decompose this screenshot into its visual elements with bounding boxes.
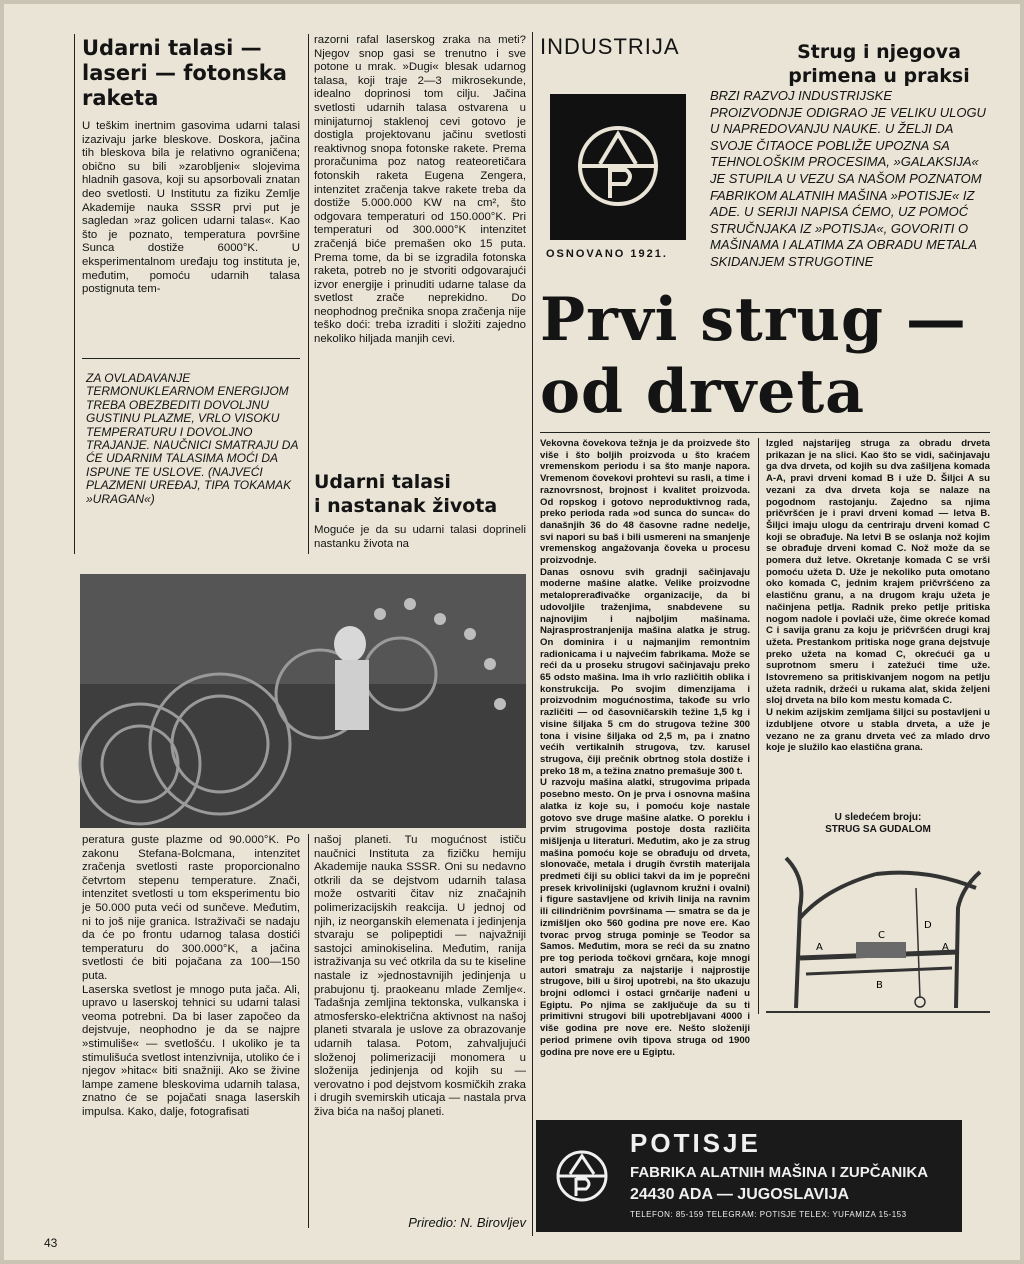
plasma-device-photo — [80, 574, 526, 828]
logo-caption: OSNOVANO 1921. — [546, 248, 668, 260]
next-issue-note: U sledećem broju: STRUG SA GUDALOM — [825, 812, 931, 835]
section-rule — [532, 32, 533, 1236]
right-intro: BRZI RAZVOJ INDUSTRIJSKE PROIZVODNJE ODIGRAO JE VELIKU ULOGU U NAPREDOVANJU NAUKE. U ŽELJI DA SVOJE ČITAOCE POBLIŽE UPOZNA SA TEHNOLOŠKIM PROCESIMA, »GALAKSIJA« JE STUPILA U VEZU SA NAŠOM POZNATOM FABRIKOM ALATNIH MAŠINA »POTISJE« IZ ADE. U SERIJI NAPISA ĆEMO, UZ POMOĆ STRUČNJAKA IZ »POTISJA«, GOVORITI O MAŠINAMA I ALATIMA ZA OBRADU METALA SKIDANJEM STRUGOTINE — [710, 88, 986, 269]
left-col-rule — [308, 34, 309, 554]
right-kicker: Strug i njegova primena u praksi — [788, 41, 970, 87]
advert-line1: FABRIKA ALATNIH MAŠINA I ZUPČANIKA — [630, 1164, 929, 1181]
right-col-a: Vekovna čovekova težnja je da proizvede što više i što boljih proizvoda u što kraćem vremenskom periodu i sa što manje napora. Vremenom čovekovi prohtevi su rasli, a time i raznovrsnost, brojnost i kvalitet proizvoda. Od ropskog i gotovo neproduktivnog rada, preko perioda rada »od sunca do sunca« do današnjih 36 do 48 časovne radne nedelje, svi napori su baš i bili usmereni na smanjenje vremenskog angažovanja čoveka u procesu proizvodnje. Danas osnovu svih gradnji sačinjavaju moderne mašine alatke. Velike proizvodne metaloprerađivačke organizacije, da bi udovoljile traženjima, snabdevene su najnovijim i najboljim mašinama. Najrasprostranjenija mašina alatka je strug. On dominira i u najmanjim remontnim radionicama i u najvećim fabrikama. Može se reći da u proseku strugovi sačinjavaju preko 65 odsto mašina. Ima ih vrlo različitih oblika i konstrukcija. Po svojim dimenzijama i proizvodnim mogućnostima, takođe su vrlo različiti — od časovničarskih težine 1,5 kg i visine šiljaka 5 cm do strugova težine 300 tona i visine šiljaka od 2,5 m, pa i znatno većih vertikalnih strugova, tzv. karusel strugova, čiji prečnik obrtnog stola dostiže i preko 18 m, a težina znatno premašuje 300 t. U razvoju mašina alatki, strugovima pripada posebno mesto. On je prva i osnovna mašina alatka iz koje su, i pomoću koje nastale gotovo sve druge mašine alatke. O poreklu i prvim strugovima postoje dosta različita mišljenja u literaturi. Međutim, ako je za strug mašina pomoću koje se obrađuju od drveta, slonovače, metala i drugih čvrstih materijala predmeti čiji su oblici takvi da im je poprečni presek krivolinijski (uglavnom kružni i ovalni) i figure sastavljene od krivih linija na ravnim ili cilindričnim površinama — smatra se da je izmišljen oko 560 godina pre nove ere. Kao tvorac prvog struga pominje se Teodor sa Samos. Međutim, mora se reći da su znatno pre tog perioda točkovi grnčara, koje mnogi autori smatraju za najstarije i najprostije strugove, bili u široj upotrebi, na što ukazuju brojni odlomci i ostaci grnčarije nađeni u Egiptu. Po njima se zaključuje da su ti primitivni strugovi bili upotrebljavani 4000 i više godina pre nove ere. Nešto složeniji period primene ovih tipova struga od 1900 godina pre nove ere u Egiptu. — [540, 438, 750, 1058]
section-label: INDUSTRIJA — [540, 34, 680, 59]
potisje-advert — [536, 1120, 962, 1232]
left-outer-rule — [74, 34, 75, 554]
advert-name: POTISJE — [630, 1128, 761, 1158]
pullquote-rule — [82, 358, 300, 359]
headline-rule — [540, 432, 990, 433]
figure-label-c: C — [878, 930, 885, 941]
company-logo — [550, 94, 686, 240]
advert-logo-icon — [552, 1146, 612, 1206]
left-pullquote: ZA OVLADAVANJE TERMONUKLEARNOM ENERGIJOM TREBA OBEZBEDITI DOVOLJNU GUSTINU PLAZME, VRLO VISOKU TEMPERATURU I DOVOLJNO TRAJANJE. NAUČNICI SMATRAJU DA ĆE UDARNIM TALASIMA MOĆI DA ISPUNE TE USLOVE. (NAJVEĆI PLAZMENI UREĐAJ, TIPA TOKAMAK »URAGAN«) — [86, 371, 299, 506]
plasma-device-image — [80, 574, 526, 828]
left-col1-bottom: peratura guste plazme od 90.000°K. Po zakonu Stefana-Bolcmana, intenzitet zračenja svetlosti raste proporcionalno četvrtom stepenu temperature. Znači, intenzitet svetlosti u tom eksperimentu bio je 50.000 puta veći od sunčeve. Međutim, ni to još nije granica. Istraživači se nadaju da će po frontu udarnog talasa dostići temperaturu do 300.000°K, a jačina svetlosti će biti pojačana za 100—150 puta. Laserska svetlost je mnogo puta jača. Ali, upravo u laserskoj tehnici su udarni talasi veoma potrebni. Da bi laser započeo da dejstvuje, neophodno je da se najpre »stimuliše« — svetlošću. I ukoliko je ta stimulišuća svetlost intenzivnija, utoliko će i njegov »hitac« biti snažniji. Ako se živine lampe zamene bleskovima udarnih talasa, znatno će se pojačati snaga laserskih impulsa. Kako, dalje, fotografisati — [82, 834, 300, 1118]
right-col-rule — [758, 438, 759, 1014]
left-author: Priredio: N. Birovljev — [408, 1215, 526, 1230]
right-col-b: Izgled najstarijeg struga za obradu drveta prikazan je na slici. Kao što se vidi, sačinjavaju ga dva drveta, od kojih su dva zašiljena komada A-A, pravi drveni komad B i uže D. Šiljci A su vezani za dva drveta koja se nalaze na pogodnom rastojanju. Zajedno sa njima pričvršćen je i pravi drveni komad — letva B. Šiljci imaju ulogu da centriraju drveni komad C koji se obrađuje. Na letvi B se oslanja nož kojim se obrađuje drveni komad C. Nož može da se pomera duž letve. Okretanje komada C se vrši pomoću užeta D. Uže je nekoliko puta omotano oko komada C, jednim krajem pričvršćeno za elastičnu granu, a na drugom kraju užeta je načinjena petlja. Radnik preko petlje pritiska nogom nadole i povlači uže, čime okreće komad C i savija granu za koju je pričvršćen drugi kraj užeta. Prestankom pritiska noge grana dejstvuje preko užeta na komad C, okrećući ga u suprotnom smeru i zatežući time uže. Istovremeno sa pritiskivanjem nogom na petlju užeta radnik, držeći u rukama alat, skida željeni sloj drveta na bilo kom mestu komada C. U nekim azijskim zemljama šiljci su postavljeni u izdubljene otvore u stabla drveta, a uže je vezano ne za granu drveta već za mlado drvo koje je služilo kao elastična grana. — [766, 438, 990, 754]
main-headline: Prvi strug — od drveta — [540, 285, 967, 427]
left-col2-top: razorni rafal laserskog zraka na meti? Njegov snop gasi se trenutno i sve potone u mrak. »Dugi« blesak udarnog talasa, koji traje 2—3 mikrosekunde, idealno doprinosi tom cilju. Jačina svetlosti udarnih talasa ostvarena u minijaturnoj staklenoj cevi gotovo je dostigla projektovanu jačinu svetlosti reaktivnog snopa fotonske rakete. Prema proračunima poz natog reateoretičara fotonskih raketa Eugena Zengera, intenzitet zračenja takve rakete treba da dostiže 5.000.000 KW na cm², što odgovara temperaturi od 150.000°K. Pri temperaturi od 300.000°K intenzitet zračenjá biće premašen oko 15 puta. Prema tome, da bi se izgradila fotonska raketa, potreb no je stvoriti odgovarajući izvor energije i prinuditi udarne talase da svetlost zrače neprekidno. Do neophodnog prečnika snopa zračenja nije teško doći: treba izraditi i složiti zajedno nekoliko hiljada manjih cevi. — [314, 34, 526, 346]
left-subhead: Udarni talasi i nastanak života — [314, 471, 498, 517]
figure-label-a1: A — [816, 942, 823, 953]
left-col-rule-2 — [308, 834, 309, 1228]
company-logo-icon — [550, 94, 686, 240]
left-article-title: Udarni talasi — laseri — fotonska raketa — [82, 36, 287, 110]
page-number: 43 — [44, 1236, 58, 1250]
left-article-intro: U teškim inertnim gasovima udarni talasi izazivaju jarke bleskove. Doskora, jačina tih bleskova bila je relativno ograničena; obično su bili »zarobljeni« slojevima hladnih gasova, koji su apsorbovali znatan deo svetlosti. U Institutu za fiziku Zemlje Akademije nauka SSSR prvi put je sagledan »raz golicen udarni talas«. Kao što je poznato, temperatura površine Sunca dostiže 6000°K. U eksperimentalnom uređaju tog instituta je, međutim, pomoću udarnih talasa postignuta tem- — [82, 120, 300, 296]
left-col2-sub: Moguće je da su udarni talasi doprineli nastanku života na — [314, 524, 526, 550]
lathe-illustration — [766, 848, 990, 1018]
advert-line2: 24430 ADA — JUGOSLAVIJA — [630, 1186, 850, 1203]
figure-label-a2: A — [942, 942, 949, 953]
figure-label-b: B — [876, 980, 883, 991]
tree-lathe-drawing — [766, 848, 990, 1018]
advert-line3: TELEFON: 85-159 TELEGRAM: POTISJE TELEX: YUFAMIZA 15-153 — [630, 1210, 907, 1219]
left-col2-bottom: našoj planeti. Tu mogućnost ističu naučnici Instituta za fizičku hemiju Akademije nauka SSSR. Oni su nedavno otkrili da se dejstvom udarnih talasa može ostvariti čitav niz značajnih polimerizacijskih reakcija. U jednoj od njih, iz neorganskih elemenata i jedinjenja stvaraju se polipeptidi — najvažniji sastojci aminokiselina. Međutim, ranija istraživanja su već otkrila da su te kiseline nastale iz »jednostavnijih jedinjenja u prabujonu tj. praokeanu mlade Zemlje«. Tadašnja zemljina tektonska, vulkanska i atmosfersko-električna aktivnost na našoj planeti stvarala je uslove za obrazovanje udarnih talasa. Potom, zahvaljujući složenoj polimerizaciji monomera u složenija jedinjenja od kojih su — verovatno i pod dejstvom kosmičkih zraka i drugih svemirskih uticaja — nastala prva živa bića na našoj planeti. — [314, 834, 526, 1118]
magazine-page — [4, 4, 1020, 1260]
figure-label-d: D — [924, 920, 932, 931]
